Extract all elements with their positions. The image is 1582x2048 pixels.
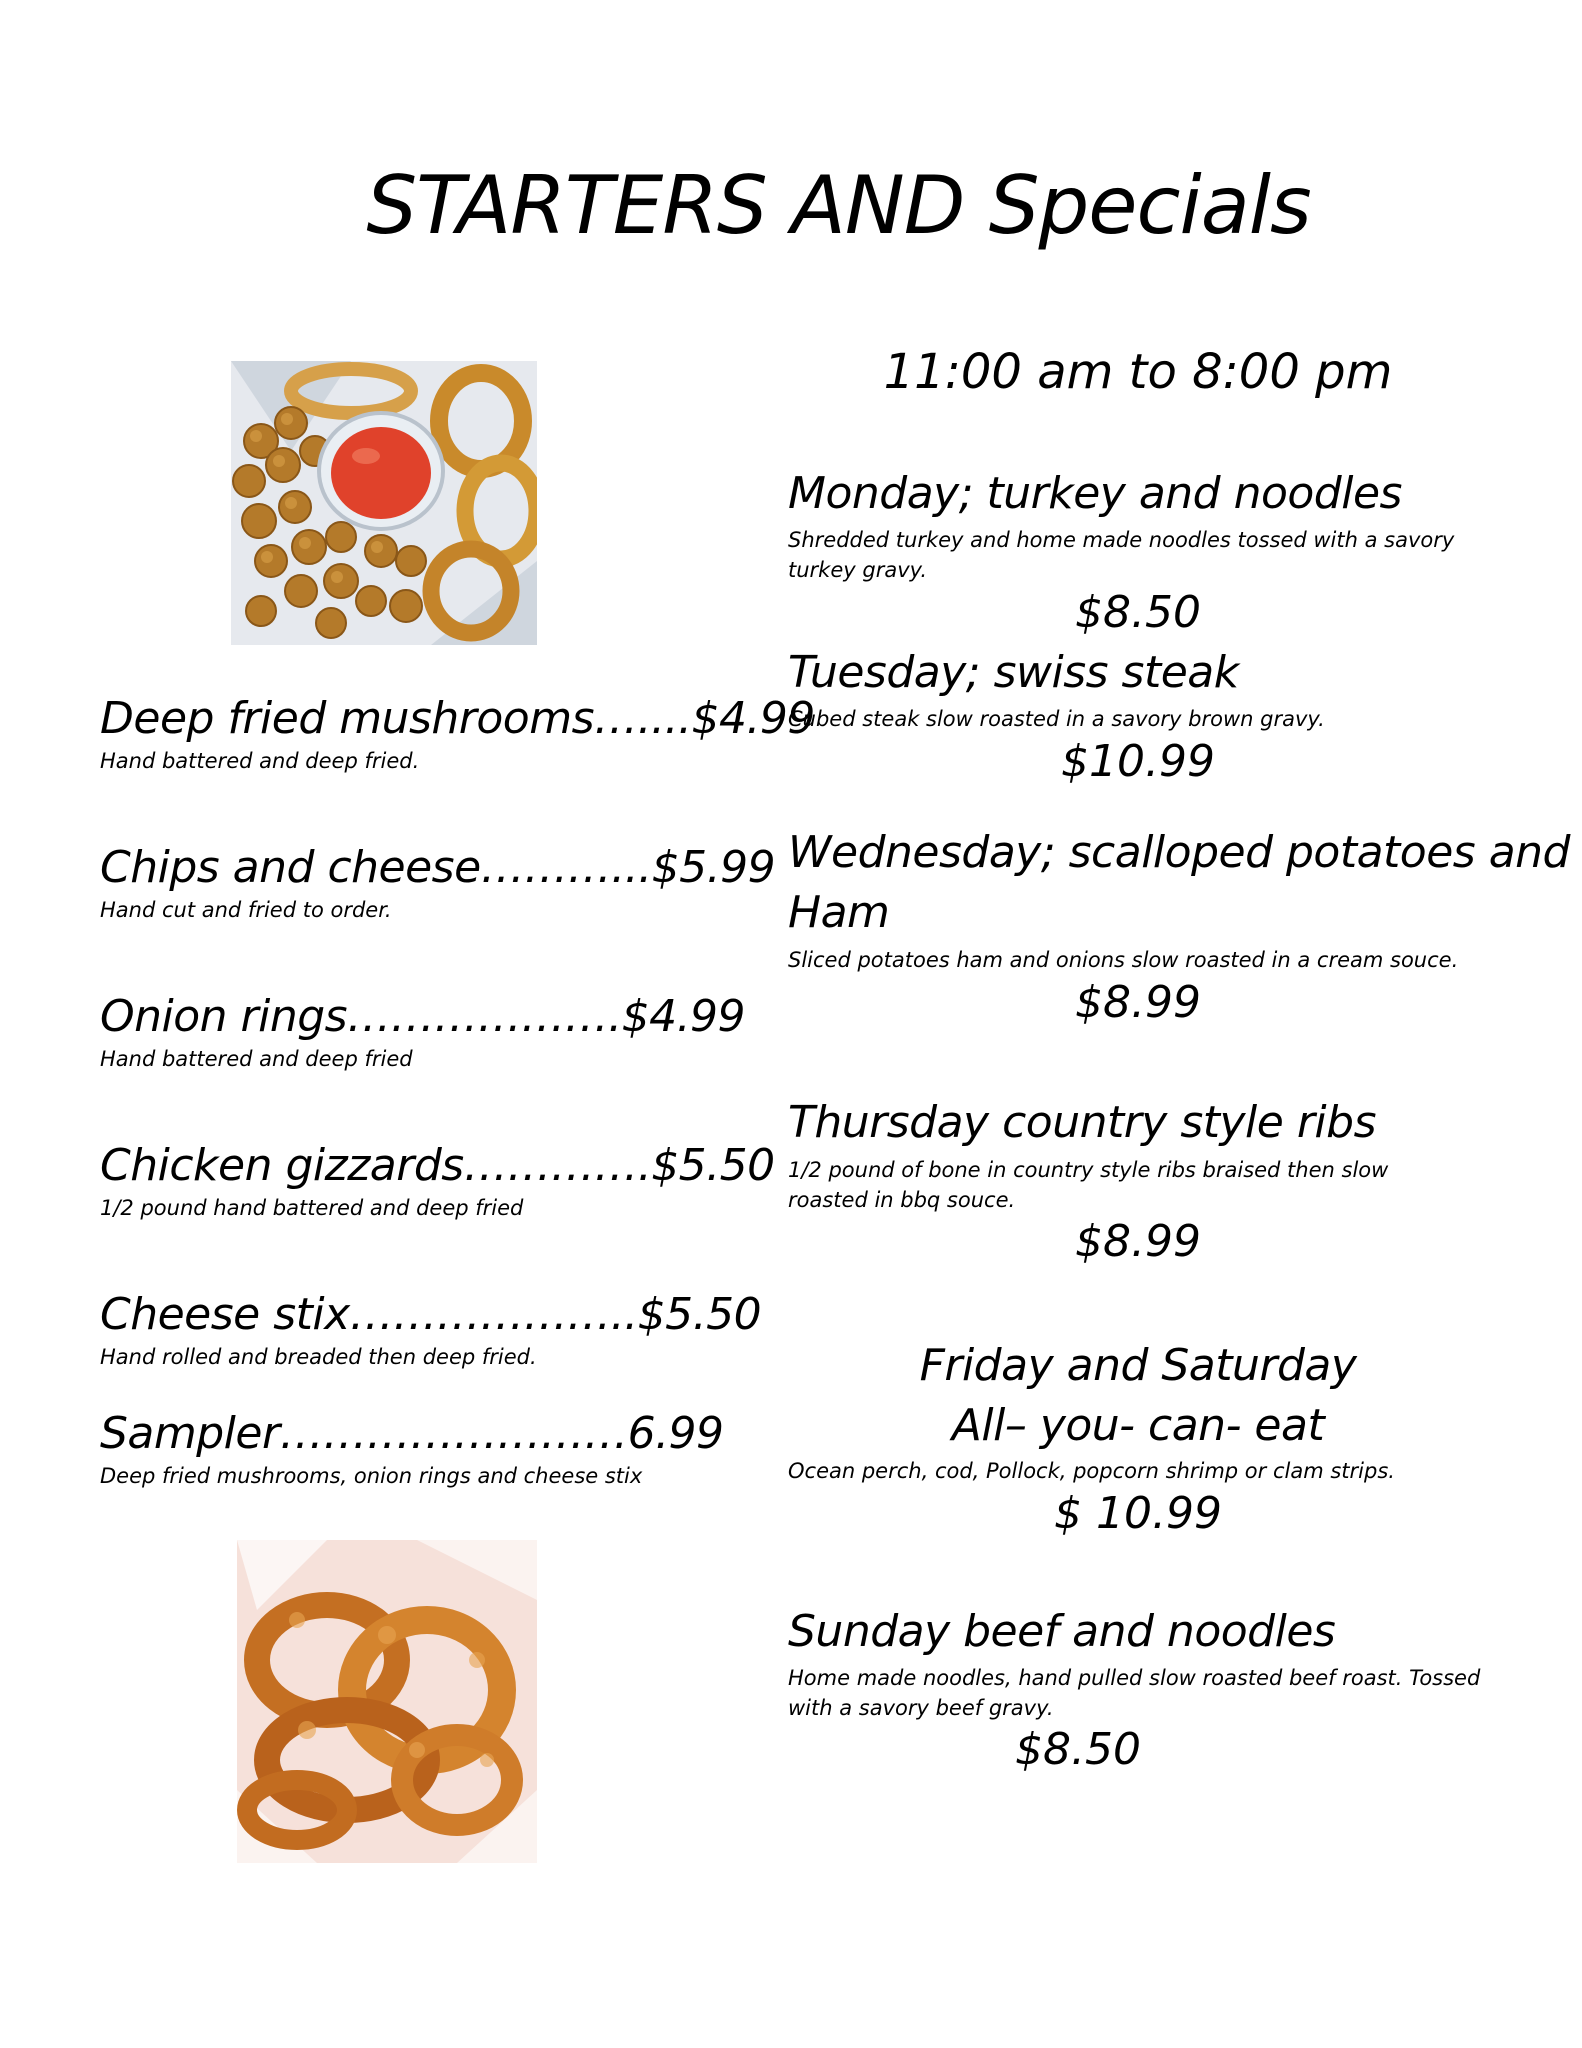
special-price: $10.99 [1061, 736, 1215, 787]
special-description: Home made noodles, hand pulled slow roasted beef roast. Tossed with a savory beef gravy. [788, 1666, 1481, 1720]
special-description: Cubed steak slow roasted in a savory brown gravy. [788, 707, 1325, 731]
starter-description: Hand cut and fried to order. [100, 898, 392, 922]
special-price: $ 10.99 [1054, 1488, 1222, 1539]
starter-name-price: Sampler……………………6.99 [100, 1408, 724, 1459]
starter-description: Hand rolled and breaded then deep fried. [100, 1345, 537, 1369]
starter-item [100, 1140, 775, 1222]
special-description: Ocean perch, cod, Pollock, popcorn shrimp or clam strips. [788, 1459, 1395, 1483]
starter-item [100, 991, 760, 1073]
hours: 11:00 am to 8:00 pm [883, 344, 1393, 400]
special-description: Sliced potatoes ham and onions slow roasted in a cream souce. [788, 948, 1459, 972]
onion-rings-photo [237, 1540, 537, 1863]
special-description: Shredded turkey and home made noodles tossed with a savory turkey gravy. [788, 528, 1455, 582]
special-name: Monday; turkey and noodles [788, 468, 1402, 519]
starter-description: Deep fried mushrooms, onion rings and cheese stix [100, 1464, 643, 1488]
special-name: Ham [788, 887, 890, 938]
starter-name-price: Onion rings……………….$4.99 [100, 991, 746, 1042]
starter-name-price: Deep fried mushrooms…....$4.99 [100, 693, 815, 744]
starter-item [100, 842, 776, 924]
starter-item [100, 1289, 760, 1371]
starter-description: Hand battered and deep fried [100, 1047, 413, 1071]
special-price: $8.99 [1075, 1216, 1201, 1267]
special-name: Wednesday; scalloped potatoes and [788, 827, 1570, 878]
special-name: Tuesday; swiss steak [788, 647, 1239, 698]
starter-description: Hand battered and deep fried. [100, 749, 420, 773]
starter-name-price: Cheese stix………………..$5.50 [100, 1289, 762, 1340]
starter-name-price: Chicken gizzards………….$5.50 [100, 1140, 775, 1191]
special-price: $8.50 [1075, 587, 1201, 638]
special-price: $8.50 [1015, 1724, 1141, 1775]
page-title: STARTERS AND Specials [366, 159, 1311, 252]
special-name: Sunday beef and noodles [788, 1606, 1336, 1657]
special-description: 1/2 pound of bone in country style ribs braised then slow roasted in bbq souce. [788, 1158, 1389, 1212]
special-name: Friday and Saturday [919, 1340, 1357, 1391]
starter-item [100, 693, 815, 775]
appetizer-photo [231, 361, 537, 645]
special-price: $8.99 [1075, 977, 1201, 1028]
special-name: Thursday country style ribs [788, 1097, 1376, 1148]
starter-description: 1/2 pound hand battered and deep fried [100, 1196, 524, 1220]
starter-name-price: Chips and cheese………...$5.99 [100, 842, 776, 893]
starter-item [100, 1408, 760, 1490]
special-name: All– you- can- eat [951, 1400, 1325, 1451]
